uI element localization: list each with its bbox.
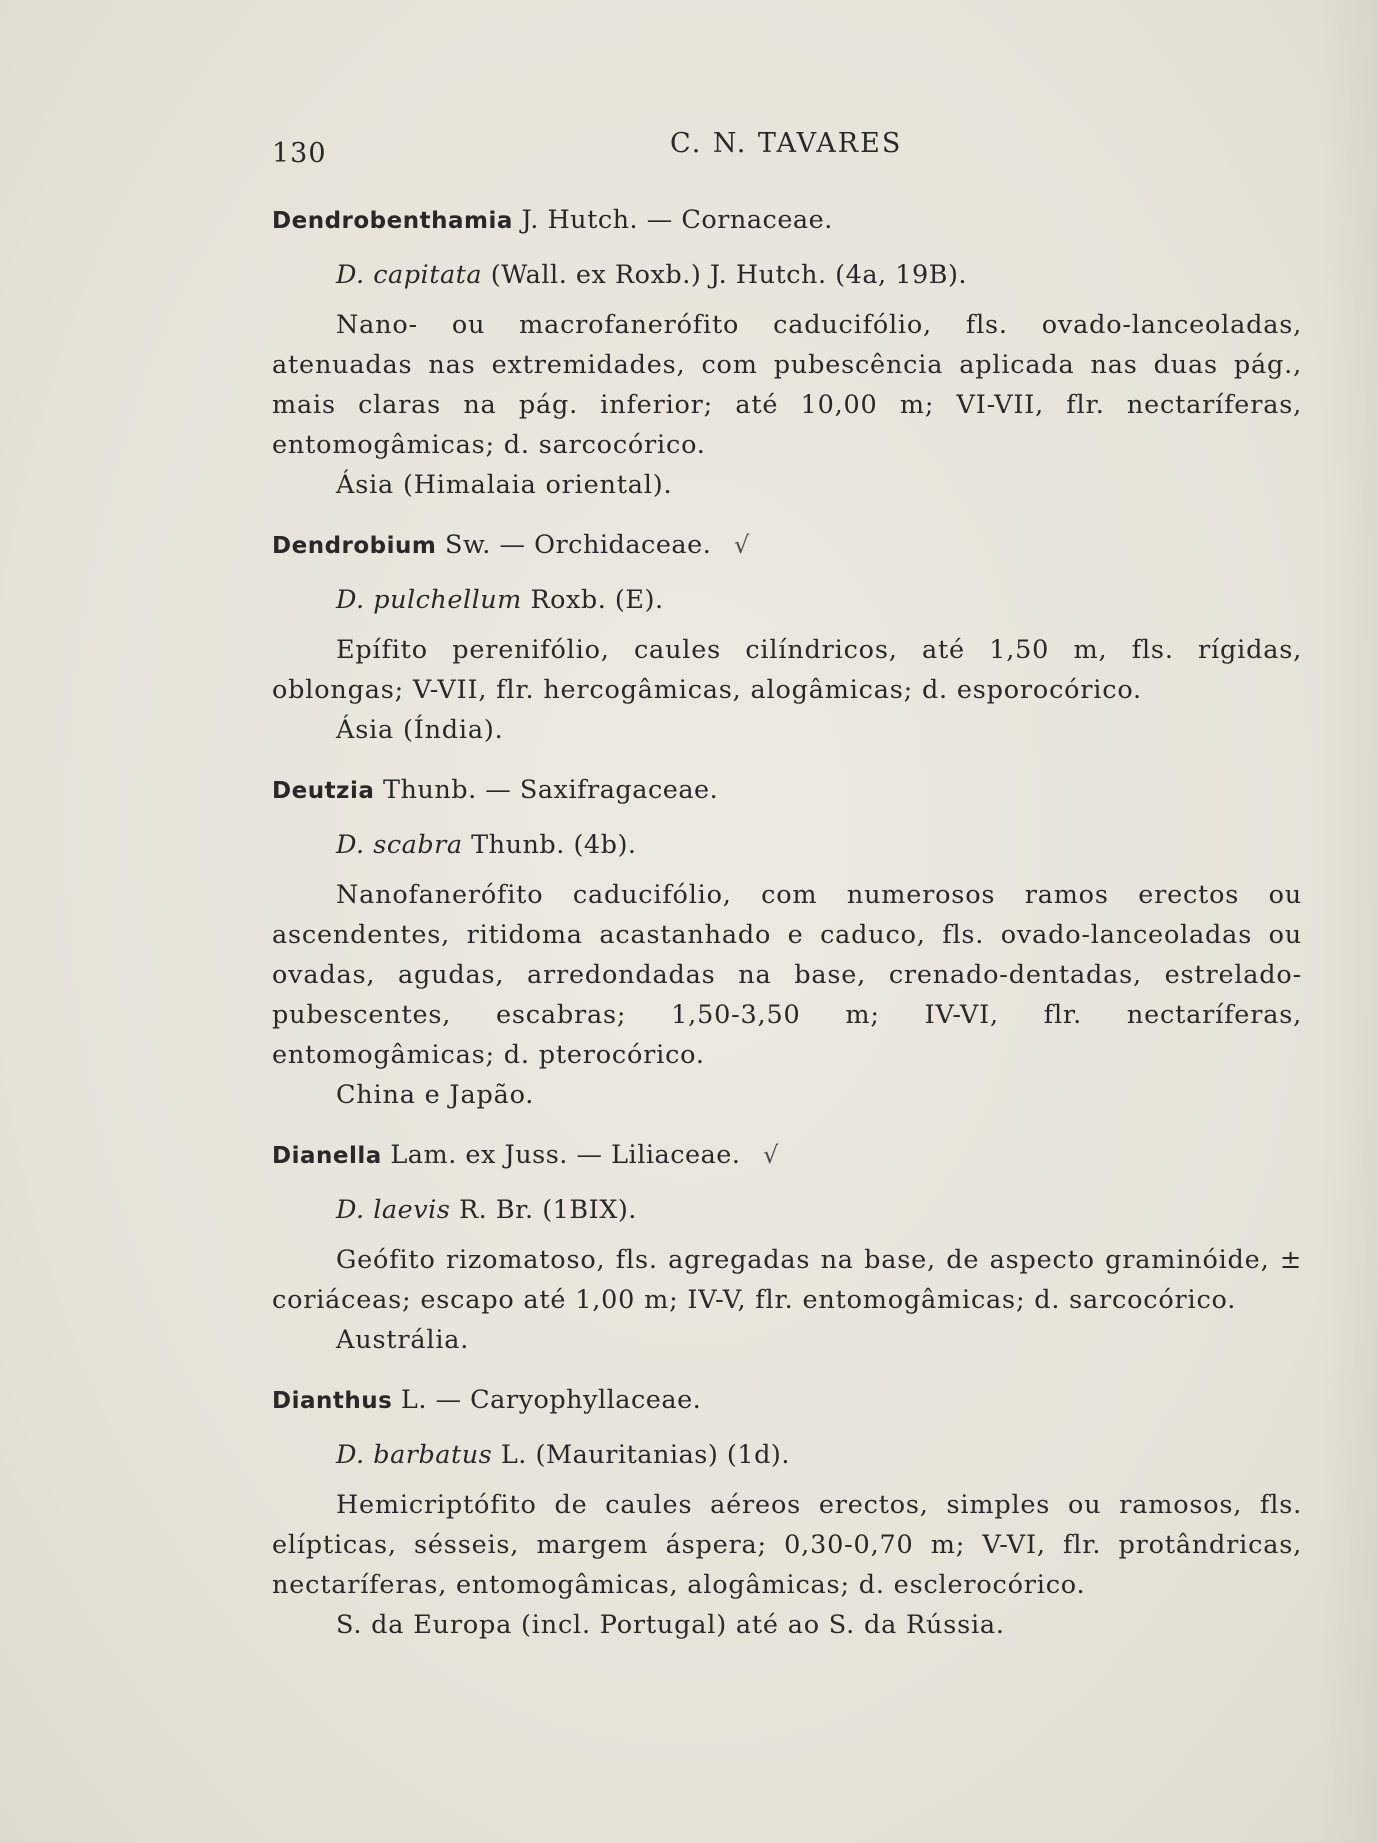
species-authority: R. Br. (1BIX). xyxy=(458,1195,637,1225)
genus-name: Dianthus xyxy=(272,1388,393,1414)
species-name: D. barbatus xyxy=(336,1440,493,1470)
genus-authority-family: L. — Caryophyllaceae. xyxy=(400,1385,702,1415)
entry-dendrobium xyxy=(272,525,1302,750)
species-name: D. pulchellum xyxy=(336,585,522,615)
species-distribution: Ásia (Índia). xyxy=(336,715,504,745)
species-description: Nano- ou macrofanerófito caducifólio, fls. ovado-lanceoladas, atenuadas nas extremidades, com pubescência aplicada nas duas pág., mais claras na pág. inferior; até 10,00 m; VI-VII, flr. nectaríferas, entomogâmicas; d. sarcocórico. xyxy=(272,310,1302,460)
species-distribution: S. da Europa (incl. Portugal) até ao S. da Rússia. xyxy=(336,1610,1005,1640)
entry-deutzia xyxy=(272,770,1302,1115)
page-edge-shadow xyxy=(1318,0,1378,1843)
running-head: C. N. TAVARES xyxy=(670,128,903,159)
genus-authority-family: Sw. — Orchidaceae. xyxy=(444,530,712,560)
genus-line xyxy=(272,525,1302,566)
genus-authority-family: J. Hutch. — Cornaceae. xyxy=(521,205,833,235)
species-authority: Roxb. (E). xyxy=(530,585,664,615)
handwritten-check-mark: √ xyxy=(763,1141,779,1169)
species-line xyxy=(336,580,1302,620)
species-line xyxy=(336,255,1302,295)
page-body xyxy=(272,200,1302,1665)
species-authority: L. (Mauritanias) (1d). xyxy=(500,1440,790,1470)
page-header xyxy=(272,128,1112,168)
species-description: Nanofanerófito caducifólio, com numerosos ramos erectos ou ascendentes, ritidoma acastanhado e caduco, fls. ovado-lanceoladas ou ovadas, agudas, arredondadas na base, crenado-dentadas, estrelado-pubescentes, escabras; 1,50-3,50 m; IV-VI, flr. nectaríferas, entomogâmicas; d. pterocórico. xyxy=(272,880,1302,1070)
entry-dianella xyxy=(272,1135,1302,1360)
species-line xyxy=(336,825,1302,865)
species-name: D. scabra xyxy=(336,830,463,860)
species-distribution: China e Japão. xyxy=(336,1080,535,1110)
page-number: 130 xyxy=(272,138,327,169)
handwritten-check-mark: √ xyxy=(733,531,750,559)
species-description: Geófito rizomatoso, fls. agregadas na base, de aspecto graminóide, ± coriáceas; escapo até 1,00 m; IV-V, flr. entomogâmicas; d. sarcocórico. xyxy=(272,1245,1302,1315)
species-distribution: Austrália. xyxy=(336,1325,470,1355)
species-description: Hemicriptófito de caules aéreos erectos, simples ou ramosos, fls. elípticas, sésseis, margem áspera; 0,30-0,70 m; V-VI, flr. protândricas, nectaríferas, entomogâmicas, alogâmicas; d. esclerocórico. xyxy=(272,1490,1302,1600)
species-authority: Thunb. (4b). xyxy=(471,830,637,860)
genus-line xyxy=(272,770,1302,811)
species-name: D. laevis xyxy=(336,1195,451,1225)
genus-line xyxy=(272,1380,1302,1421)
genus-name: Dianella xyxy=(272,1143,382,1169)
genus-name: Dendrobenthamia xyxy=(272,208,513,234)
genus-name: Deutzia xyxy=(272,778,375,804)
entry-dendrobenthamia xyxy=(272,200,1302,505)
species-name: D. capitata xyxy=(336,260,483,290)
species-description: Epífito perenifólio, caules cilíndricos, até 1,50 m, fls. rígidas, oblongas; V-VII, flr. hercogâmicas, alogâmicas; d. esporocórico. xyxy=(272,635,1302,705)
genus-line xyxy=(272,1135,1302,1176)
entry-dianthus xyxy=(272,1380,1302,1645)
genus-authority-family: Lam. ex Juss. — Liliaceae. xyxy=(390,1140,741,1170)
species-authority: (Wall. ex Roxb.) J. Hutch. (4a, 19B). xyxy=(490,260,968,290)
species-line xyxy=(336,1435,1302,1475)
species-line xyxy=(336,1190,1302,1230)
species-distribution: Ásia (Himalaia oriental). xyxy=(336,470,673,500)
genus-line xyxy=(272,200,1302,241)
genus-name: Dendrobium xyxy=(272,533,437,559)
genus-authority-family: Thunb. — Saxifragaceae. xyxy=(382,775,719,805)
